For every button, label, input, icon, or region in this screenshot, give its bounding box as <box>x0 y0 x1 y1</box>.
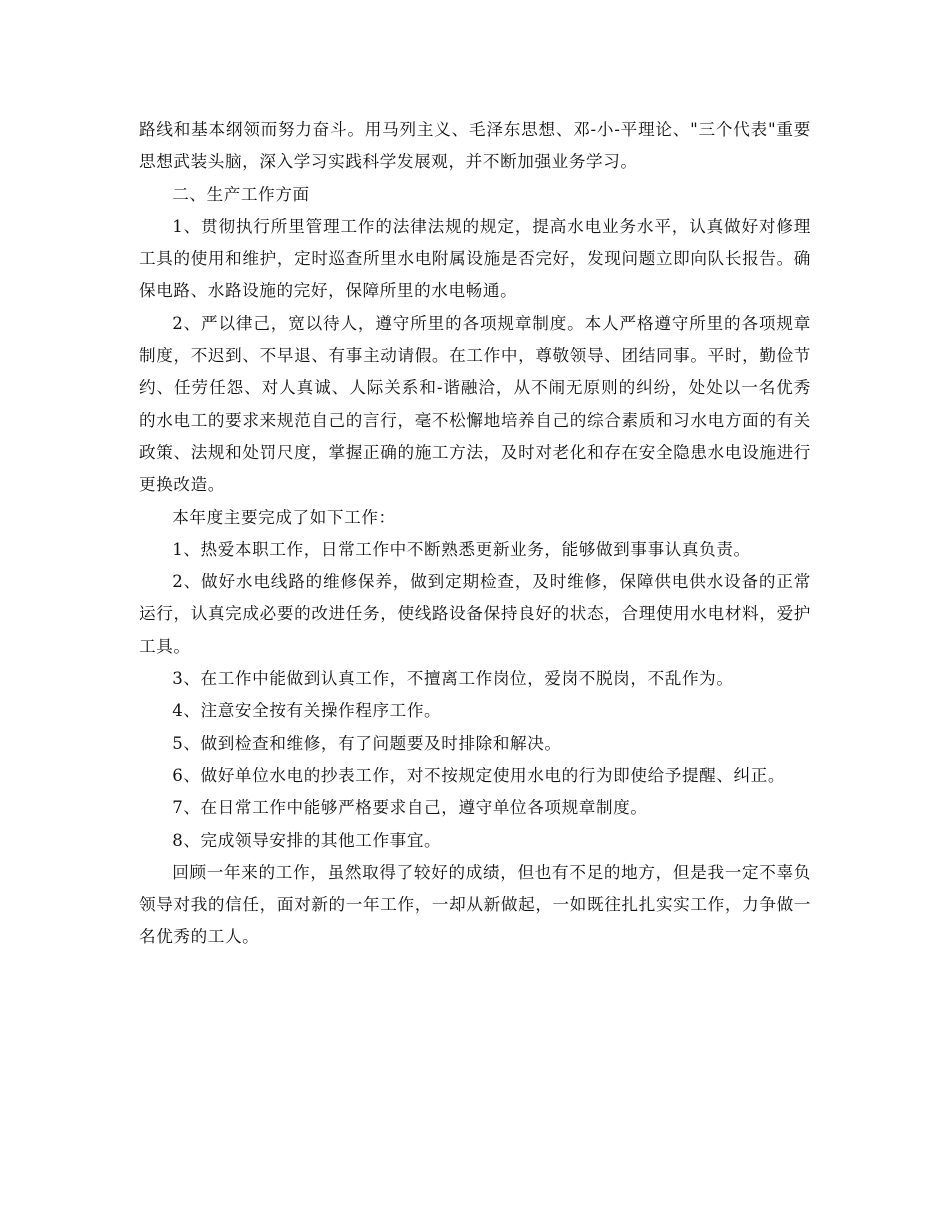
paragraph-item-1: 1、贯彻执行所里管理工作的法律法规的规定，提高水电业务水平，认真做好对修理工具的使用和维护，定时巡查所里水电附属设施是否完好，发现问题立即向队长报告。确保电路、水路设施的完好，保障所里的水电畅通。 <box>139 216 811 301</box>
list-item-work-1: 1、热爱本职工作，日常工作中不断熟悉更新业务，能够做到事事认真负责。 <box>172 539 751 559</box>
list-item-work-4: 4、注意安全按有关操作程序工作。 <box>172 701 442 721</box>
list-item-work-5: 5、做到检查和维修，有了问题要及时排除和解决。 <box>172 733 562 753</box>
document-body <box>139 114 811 954</box>
list-item-work-2: 2、做好水电线路的维修保养，做到定期检查，及时维修，保障供电供水设备的正常运行，认真完成必要的改进任务，使线路设备保持良好的状态，合理使用水电材料，爱护工具。 <box>139 572 811 656</box>
list-item-work-6: 6、做好单位水电的抄表工作，对不按规定使用水电的行为即使给予提醒、纠正。 <box>172 765 786 785</box>
paragraph-item-2: 2、严以律己，宽以待人，遵守所里的各项规章制度。本人严格遵守所里的各项规章制度，不迟到、不早退、有事主动请假。在工作中，尊敬领导、团结同事。平时，勤俭节约、任劳任怨、对人真诚、人际关系和-谐融洽，从不闹无原则的纠纷，处处以一名优秀的水电工的要求来规范自己的言行，毫不松懈地培养自己的综合素质和习水电方面的有关政策、法规和处罚尺度，掌握正确的施工方法，及时对老化和存在安全隐患水电设施进行更换改造。 <box>139 313 811 495</box>
paragraph-conclusion: 回顾一年来的工作，虽然取得了较好的成绩，但也有不足的地方，但是我一定不辜负领导对我的信任，面对新的一年工作，一却从新做起，一如既往扎扎实实工作，力争做一名优秀的工人。 <box>139 862 811 947</box>
list-item-work-3: 3、在工作中能做到认真工作，不擅离工作岗位，爱岗不脱岗，不乱作为。 <box>172 669 734 689</box>
paragraph-continuation: 路线和基本纲领而努力奋斗。用马列主义、毛泽东思想、邓-小-平理论、"三个代表"重要思想武装头脑，深入学习实践科学发展观，并不断加强业务学习。 <box>139 120 811 172</box>
section-heading-production: 二、生产工作方面 <box>172 184 310 204</box>
list-item-work-7: 7、在日常工作中能够严格要求自己，遵守单位各项规章制度。 <box>172 798 648 818</box>
list-item-work-8: 8、完成领导安排的其他工作事宜。 <box>172 830 442 850</box>
paragraph-year-summary-intro: 本年度主要完成了如下工作： <box>172 507 396 527</box>
